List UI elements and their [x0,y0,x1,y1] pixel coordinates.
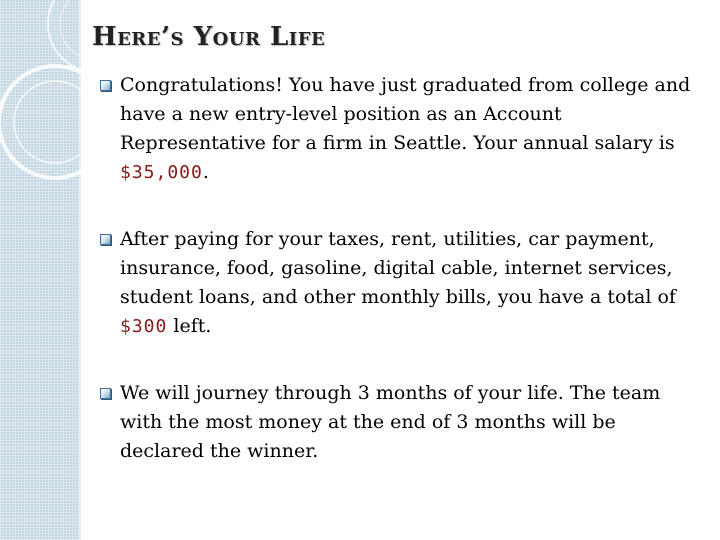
salary-amount: $35,000 [120,162,203,183]
checkbox-square-icon [100,234,111,245]
bullet-item [100,71,700,187]
remaining-amount: $300 [120,316,168,337]
checkbox-square-icon [100,80,111,91]
bullet-lead: Congratulations! [120,74,283,96]
checkbox-square-icon [100,388,111,399]
bullet-list [100,71,700,466]
bullet-item [100,379,700,466]
slide-title: Here’s Your Life [92,22,326,52]
bullet-text: You have just graduated from college and have a new entry-level position as an Account Representative for a firm in Seattle. Your annual salary is [120,74,691,154]
bullet-item [100,225,700,341]
bullet-tail: left. [167,315,212,337]
bullet-text: After paying for your taxes, rent, utilities, car payment, insurance, food, gasoline, digital cable, internet services, student loans, and other monthly bills, you have a total of [120,228,676,308]
bullet-text: We will journey through 3 months of your life. The team with the most money at the end of 3 months will be declared the winner. [120,382,661,462]
bullet-tail: . [202,161,209,183]
